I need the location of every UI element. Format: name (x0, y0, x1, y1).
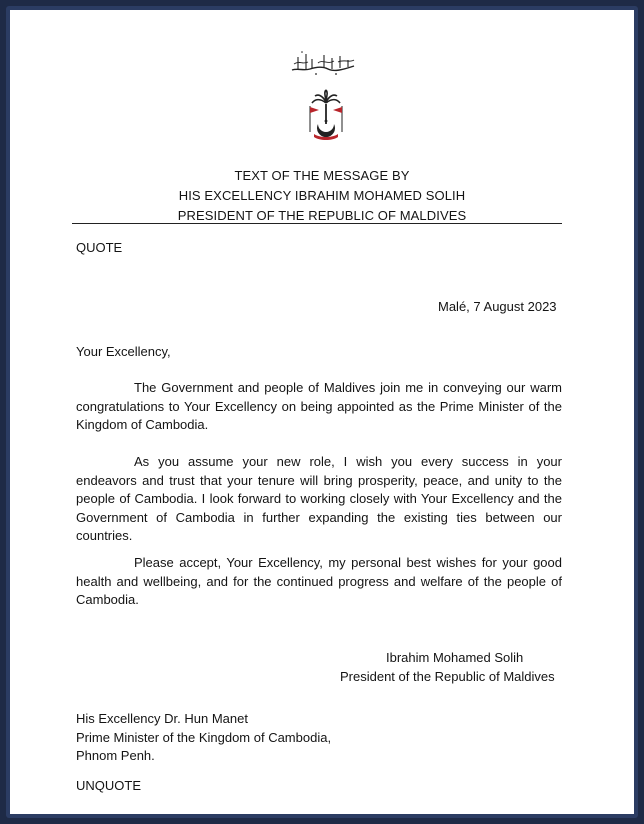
heading-line-3: PRESIDENT OF THE REPUBLIC OF MALDIVES (177, 208, 467, 223)
letter-page (10, 10, 634, 814)
paragraph-text: As you assume your new role, I wish you every success in your endeavors and trust that your tenure will bring prosperity, peace, and unity to the people of Cambodia. I look forward to working closely with Your Excellency and the Government of Cambodia in further expanding the existing ties between our countries. (76, 454, 562, 543)
salutation: Your Excellency, (76, 344, 171, 359)
heading-line-2: HIS EXCELLENCY IBRAHIM MOHAMED SOLIH (178, 188, 466, 203)
paragraph-text: Please accept, Your Excellency, my personal best wishes for your good health and wellbeing, and for the continued progress and welfare of the people of Cambodia. (76, 555, 562, 607)
recipient-line-2: Prime Minister of the Kingdom of Cambodia, (76, 730, 332, 745)
signature-title: President of the Republic of Maldives (340, 669, 555, 684)
basmala-calligraphy-icon (288, 48, 358, 78)
recipient-line-3: Phnom Penh. (76, 748, 155, 763)
date-line: Malé, 7 August 2023 (438, 299, 557, 314)
body-paragraph-3 (76, 554, 562, 610)
heading-divider (72, 223, 562, 224)
state-emblem-icon (304, 88, 348, 142)
quote-open: QUOTE (76, 240, 123, 255)
body-paragraph-1 (76, 379, 562, 435)
body-paragraph-2 (76, 453, 562, 546)
quote-close: UNQUOTE (76, 778, 141, 793)
heading-line-1: TEXT OF THE MESSAGE BY (234, 168, 410, 183)
paragraph-text: The Government and people of Maldives join me in conveying our warm congratulations to Your Excellency on being appointed as the Prime Minister of the Kingdom of Cambodia. (76, 380, 562, 432)
recipient-line-1: His Excellency Dr. Hun Manet (76, 711, 248, 726)
signature-name: Ibrahim Mohamed Solih (386, 650, 524, 665)
